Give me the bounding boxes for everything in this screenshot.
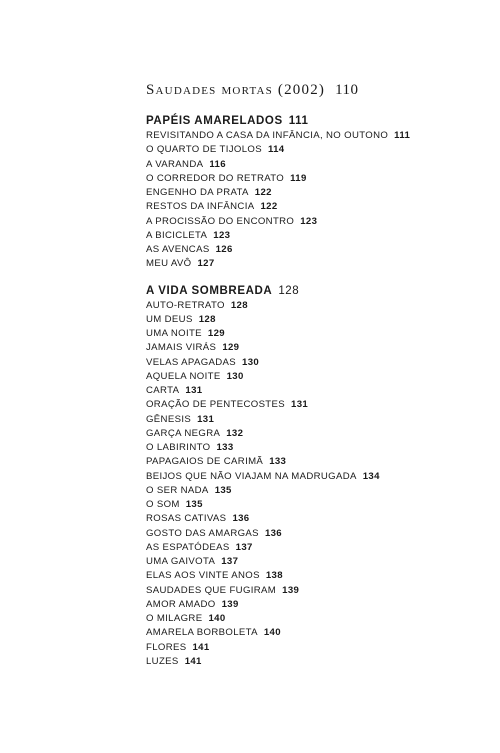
toc-page bbox=[146, 80, 486, 669]
toc-entry-page: 131 bbox=[291, 399, 309, 411]
toc-entry-title: AS AVENCAS bbox=[146, 244, 210, 255]
toc-entry-page: 123 bbox=[300, 215, 318, 227]
toc-entry bbox=[146, 257, 486, 271]
toc-entry-page: 135 bbox=[185, 499, 203, 510]
toc-section bbox=[146, 284, 486, 670]
toc-entry-title: LUZES bbox=[146, 655, 179, 667]
toc-entry bbox=[146, 441, 486, 455]
toc-entry-page: 114 bbox=[267, 144, 285, 156]
toc-entry-page: 128 bbox=[230, 299, 248, 311]
toc-entry bbox=[146, 243, 486, 257]
toc-entry bbox=[146, 612, 486, 626]
toc-entry-page: 111 bbox=[394, 130, 411, 141]
toc-entry-title: A PROCISSÃO DO ENCONTRO bbox=[146, 215, 295, 227]
toc-entry-page: 129 bbox=[222, 342, 240, 354]
toc-entry-title: O SOM bbox=[146, 499, 180, 510]
toc-entry-page: 133 bbox=[216, 442, 234, 453]
toc-entry-title: MEU AVÔ bbox=[146, 258, 192, 270]
toc-entry-title: ORAÇÃO DE PENTECOSTES bbox=[146, 399, 286, 411]
toc-entry-page: 128 bbox=[198, 313, 216, 325]
toc-entry-title: JAMAIS VIRÁS bbox=[146, 342, 217, 354]
toc-entry-page: 122 bbox=[254, 187, 272, 198]
toc-entry bbox=[146, 229, 486, 243]
toc-entry bbox=[146, 484, 486, 498]
toc-entry-title: O SER NADA bbox=[146, 484, 209, 496]
toc-entry-title: SAUDADES QUE FUGIRAM bbox=[146, 584, 277, 596]
toc-entry-title: O MILAGRE bbox=[146, 613, 203, 624]
toc-entry bbox=[146, 313, 486, 327]
toc-entry-title: GOSTO DAS AMARGAS bbox=[146, 527, 259, 539]
toc-entry-title: ENGENHO DA PRATA bbox=[146, 187, 249, 198]
toc-entry-page: 129 bbox=[207, 328, 225, 339]
toc-entry-page: 126 bbox=[215, 244, 233, 255]
toc-section bbox=[146, 114, 486, 272]
toc-entry-title: GÊNESIS bbox=[146, 413, 192, 425]
toc-entry-page: 138 bbox=[265, 570, 283, 582]
toc-entry-title: AMARELA BORBOLETA bbox=[146, 627, 258, 639]
toc-entry bbox=[146, 215, 486, 229]
toc-entry-page: 127 bbox=[197, 258, 215, 270]
toc-entry-title: BEIJOS QUE NÃO VIAJAM NA MADRUGADA bbox=[146, 470, 357, 482]
toc-entry bbox=[146, 129, 486, 143]
toc-entry-page: 136 bbox=[264, 527, 282, 539]
section-entries bbox=[146, 129, 486, 272]
toc-entry-page: 123 bbox=[213, 229, 231, 241]
toc-entry bbox=[146, 569, 486, 583]
toc-entry-title: UMA NOITE bbox=[146, 328, 202, 339]
toc-entry-page: 139 bbox=[282, 584, 300, 596]
section-title-text: PAPÉIS AMARELADOS bbox=[146, 115, 283, 127]
toc-entry bbox=[146, 327, 486, 341]
toc-entry bbox=[146, 370, 486, 384]
toc-entry bbox=[146, 455, 486, 469]
toc-entry-title: A VARANDA bbox=[146, 158, 204, 170]
toc-entry-page: 139 bbox=[221, 598, 239, 610]
toc-entry-title: RESTOS DA INFÂNCIA bbox=[146, 201, 255, 213]
toc-entry-page: 119 bbox=[290, 172, 307, 184]
toc-entry bbox=[146, 356, 486, 370]
toc-entry-title: REVISITANDO A CASA DA INFÂNCIA, NO OUTONO bbox=[146, 130, 389, 141]
section-page-number: 111 bbox=[288, 115, 309, 127]
toc-entry bbox=[146, 512, 486, 526]
toc-entry-page: 122 bbox=[260, 201, 278, 213]
toc-entry-page: 131 bbox=[185, 385, 203, 396]
toc-entry-title: O CORREDOR DO RETRATO bbox=[146, 172, 285, 184]
toc-entry-title: UM DEUS bbox=[146, 313, 193, 325]
toc-entry-title: ROSAS CATIVAS bbox=[146, 513, 227, 525]
toc-entry-title: CARTA bbox=[146, 385, 180, 396]
toc-entry-title: O LABIRINTO bbox=[146, 442, 211, 453]
chapter-page-number: 110 bbox=[335, 82, 359, 98]
toc-entry-page: 130 bbox=[242, 356, 260, 368]
toc-entry-title: O QUARTO DE TIJOLOS bbox=[146, 144, 262, 156]
toc-entry-page: 134 bbox=[362, 470, 380, 482]
chapter-title: Saudades mortas (2002) bbox=[146, 82, 326, 98]
toc-entry-page: 116 bbox=[209, 158, 226, 170]
toc-entry bbox=[146, 427, 486, 441]
toc-entry-title: AS ESPATÓDEAS bbox=[146, 541, 230, 553]
toc-entry-title: GARÇA NEGRA bbox=[146, 427, 221, 439]
toc-entry bbox=[146, 172, 486, 186]
chapter-header bbox=[146, 80, 486, 100]
toc-entry bbox=[146, 186, 486, 200]
section-title bbox=[146, 114, 486, 129]
toc-entry-title: AMOR AMADO bbox=[146, 598, 216, 610]
toc-entry-page: 137 bbox=[235, 541, 253, 553]
toc-entry bbox=[146, 626, 486, 640]
toc-entry bbox=[146, 470, 486, 484]
toc-entry-page: 140 bbox=[263, 627, 281, 639]
toc-entry-page: 133 bbox=[269, 456, 287, 468]
toc-entry bbox=[146, 584, 486, 598]
section-page-number: 128 bbox=[278, 284, 300, 297]
toc-entry-page: 135 bbox=[214, 484, 232, 496]
toc-entry-page: 136 bbox=[232, 513, 250, 525]
toc-entry-page: 131 bbox=[197, 413, 215, 425]
section-title bbox=[146, 284, 486, 299]
toc-entry bbox=[146, 143, 486, 157]
toc-entry bbox=[146, 555, 486, 569]
toc-entry-title: FLORES bbox=[146, 641, 187, 653]
toc-entry bbox=[146, 158, 486, 172]
toc-entry bbox=[146, 641, 486, 655]
section-entries bbox=[146, 299, 486, 670]
toc-entry bbox=[146, 384, 486, 398]
toc-entry-title: ELAS AOS VINTE ANOS bbox=[146, 570, 260, 582]
toc-entry bbox=[146, 341, 486, 355]
toc-entry-title: A BICICLETA bbox=[146, 229, 208, 241]
toc-entry-title: VELAS APAGADAS bbox=[146, 356, 237, 368]
toc-entry-title: AUTO-RETRATO bbox=[146, 299, 225, 311]
toc-entry bbox=[146, 398, 486, 412]
toc-entry-page: 130 bbox=[226, 370, 244, 382]
toc-entry bbox=[146, 299, 486, 313]
toc-entry-title: AQUELA NOITE bbox=[146, 370, 221, 382]
toc-entry-page: 141 bbox=[192, 641, 210, 653]
toc-entry bbox=[146, 200, 486, 214]
toc-entry-title: UMA GAIVOTA bbox=[146, 556, 216, 567]
toc-entry-page: 137 bbox=[221, 556, 239, 567]
toc-entry bbox=[146, 655, 486, 669]
section-title-text: A VIDA SOMBREADA bbox=[146, 284, 273, 297]
toc-entry bbox=[146, 498, 486, 512]
toc-entry-page: 141 bbox=[184, 655, 202, 667]
toc-entry-title: PAPAGAIOS DE CARIMÃ bbox=[146, 456, 264, 468]
toc-entry-page: 140 bbox=[208, 613, 226, 624]
toc-entry bbox=[146, 527, 486, 541]
toc-entry-page: 132 bbox=[226, 427, 244, 439]
toc-entry bbox=[146, 598, 486, 612]
toc-entry bbox=[146, 541, 486, 555]
toc-entry bbox=[146, 413, 486, 427]
